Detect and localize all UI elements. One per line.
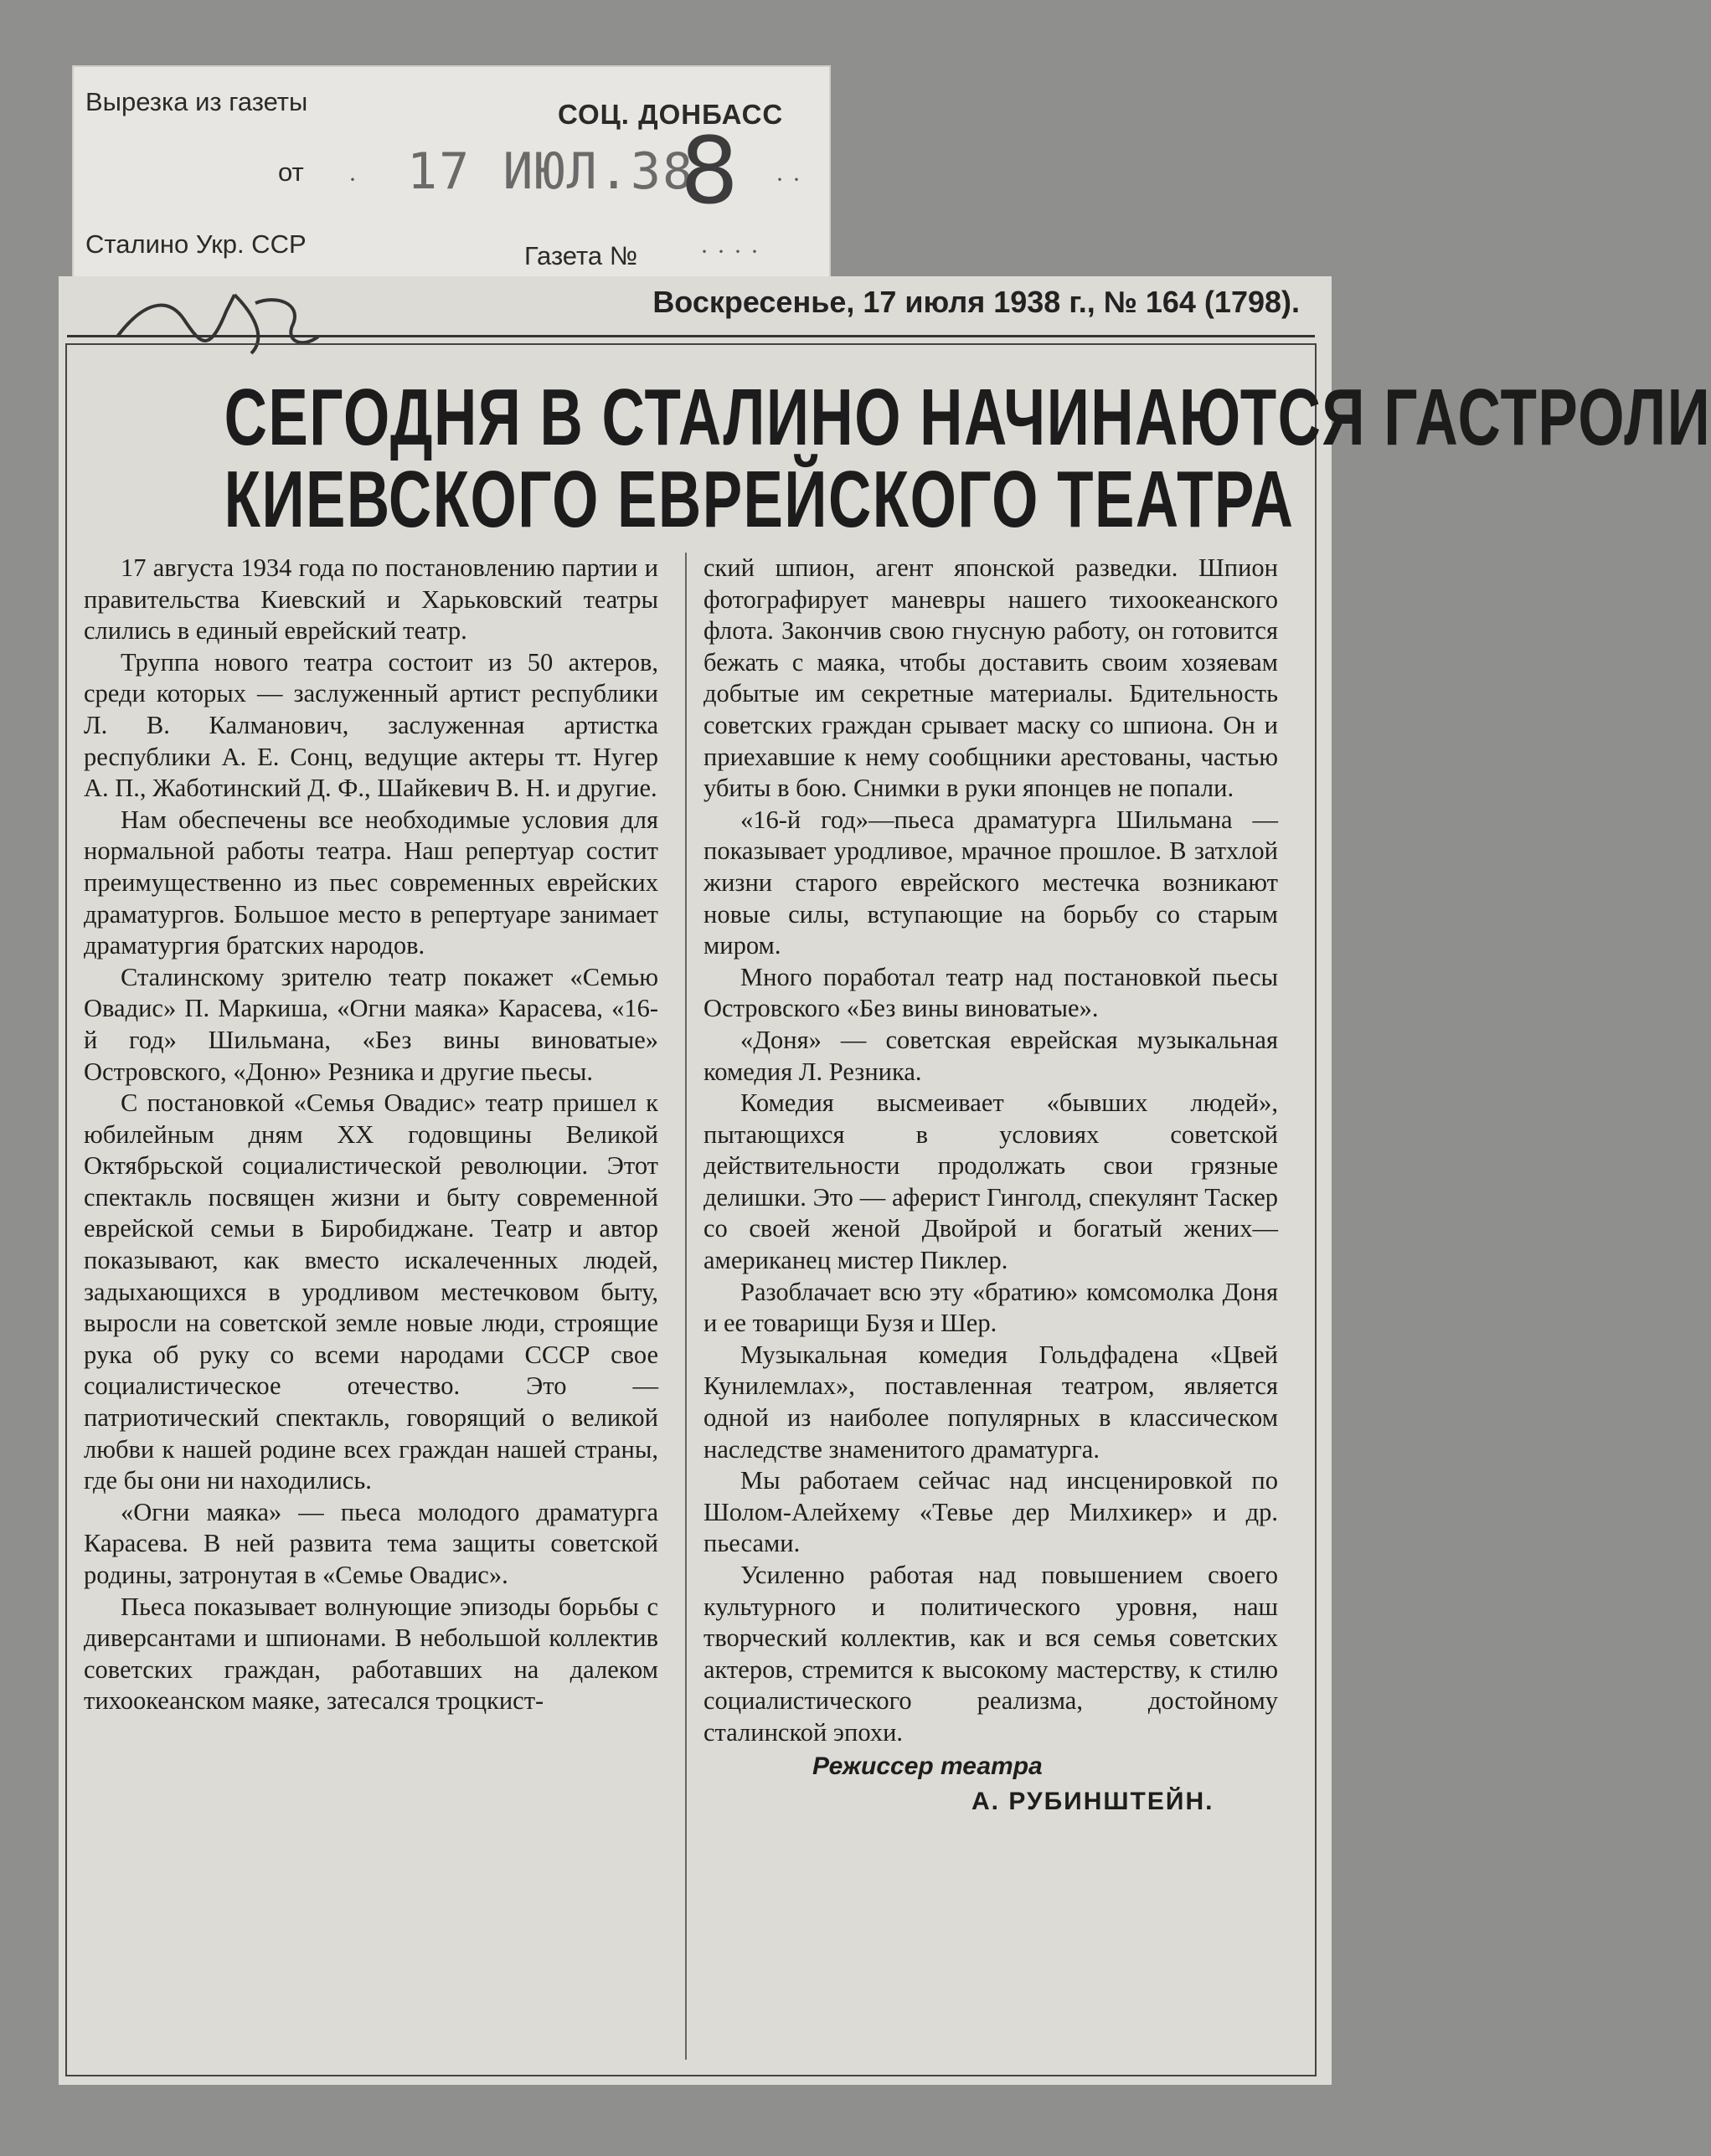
paragraph: Мы работаем сейчас над инсценировкой по Шолом-Алейхему «Тевье дер Милхикер» и др. пьесами.	[703, 1466, 1278, 1558]
article-headline	[224, 373, 1711, 544]
paragraph: Музыкальная комедия Гольдфадена «Цвей Кунилемлах», поставленная театром, является одной из наиболее популярных в классическом наследстве знаменитого драматурга.	[703, 1340, 1278, 1464]
paragraph: «Доня» — советская еврейская музыкальная комедия Л. Резника.	[703, 1025, 1278, 1086]
paragraph: ский шпион, агент японской разведки. Шпион фотографирует маневры нашего тихоокеанского флота. Закончив свою гнусную работу, он готовится бежать с маяка, чтобы доставить своим хозяевам добытые им секретные материалы. Бдительность советских граждан срывает маску со шпиона. Он и приехавшие к нему сообщники арестованы, частью убиты в бою. Снимки в руки японцев не попали.	[703, 553, 1278, 803]
paragraph: Труппа нового театра состоит из 50 актеров, среди которых — заслуженный артист республики Л. В. Калманович, заслуженная артистка республики А. Е. Сонц, ведущие актеры тт. Нугер А. П., Жаботинский Д. Ф., Шайкевич В. Н. и другие.	[84, 647, 658, 803]
label-date: от	[278, 157, 304, 187]
dots-3: ····	[700, 238, 767, 265]
handwritten-number: 8	[680, 117, 739, 224]
label-gazeta: Газета №	[524, 241, 637, 270]
paragraph: «16-й год»—пьеса драматурга Шильмана — показывает уродливое, мрачное прошлое. В затхлой жизни старого еврейского местечка возникают новые силы, вступающие на борьбу со старым миром.	[703, 805, 1278, 960]
paragraph: Усиленно работая над повышением своего культурного и политического уровня, наш творческий коллектив, как и вся семья советских актеров, стремится к высокому мастерству, к стилю социалистического реализма, достойному сталинской эпохи.	[703, 1561, 1278, 1747]
signature-role: Режиссер театра	[812, 1752, 1043, 1780]
paragraph: Сталинскому зрителю театр покажет «Семью Овадис» П. Маркиша, «Огни маяка» Карасева, «16-й год» Шильмана, «Без вины виноватые» Островского, «Доню» Резника и другие пьесы.	[84, 962, 658, 1086]
paragraph: Много поработал театр над постановкой пьесы Островского «Без вины виноватые».	[703, 962, 1278, 1023]
paper-name: СОЦ. ДОНБАСС	[558, 99, 784, 130]
label-city: Сталино Укр. ССР	[85, 229, 307, 259]
article-column-left	[84, 553, 658, 1717]
article-column-right	[703, 553, 1278, 1819]
dots-1: ·	[348, 166, 365, 193]
clipping-label-slip	[72, 65, 831, 285]
paragraph: Разоблачает всю эту «братию» комсомолка Доня и ее товарищи Бузя и Шер.	[703, 1277, 1278, 1338]
paragraph: Пьеса показывает волнующие эпизоды борьбы с диверсантами и шпионами. В небольшой коллектив советских граждан, работавших на далеком тихоокеанском маяке, затесался троцкист-	[84, 1592, 658, 1716]
issue-dateline: Воскресенье, 17 июля 1938 г., № 164 (1798).	[652, 285, 1300, 319]
date-stamp: 17 ИЮЛ.38	[407, 142, 695, 201]
label-from: Вырезка из газеты	[85, 87, 308, 116]
signature	[703, 1749, 1278, 1819]
signature-name: А. РУБИНШТЕЙН.	[971, 1787, 1214, 1815]
newspaper-clipping	[59, 276, 1711, 2085]
paragraph: 17 августа 1934 года по постановлению партии и правительства Киевский и Харьковский театры слились в единый еврейский театр.	[84, 553, 658, 646]
paragraph: «Огни маяка» — пьеса молодого драматурга Карасева. В ней развита тема защиты советской родины, затронутая в «Семье Овадис».	[84, 1497, 658, 1589]
headline-line-2: КИЕВСКОГО ЕВРЕЙСКОГО ТЕАТРА	[224, 455, 1295, 544]
column-divider	[685, 553, 687, 2060]
headline-line-1: СЕГОДНЯ В СТАЛИНО НАЧИНАЮТСЯ ГАСТРОЛИ	[224, 373, 1711, 462]
dots-2: ··	[776, 166, 809, 193]
top-rule	[67, 335, 1315, 337]
paragraph: С постановкой «Семья Овадис» театр пришел к юбилейным дням XX годовщины Великой Октябрьской социалистической революции. Этот спектакль посвящен жизни и быту современной еврейской семьи в Биробиджане. Театр и автор показывают, как вместо искалеченных людей, задыхающихся в уродливом местечковом быту, выросли на советской земле новые люди, строящие рука об руку со всеми народами СССР свое социалистическое отечество. Это — патриотический спектакль, говорящий о великой любви к нашей родине всех граждан нашей страны, где бы они ни находились.	[84, 1088, 658, 1495]
paragraph: Комедия высмеивает «бывших людей», пытающихся в условиях советской действительности продолжать свои грязные делишки. Это — аферист Гинголд, спекулянт Таскер со своей женой Двойрой и богатый жених—американец мистер Пиклер.	[703, 1088, 1278, 1275]
paragraph: Нам обеспечены все необходимые условия для нормальной работы театра. Наш репертуар состит преимущественно из пьес современных еврейских драматургов. Большое место в репертуаре занимает драматургия братских народов.	[84, 805, 658, 960]
